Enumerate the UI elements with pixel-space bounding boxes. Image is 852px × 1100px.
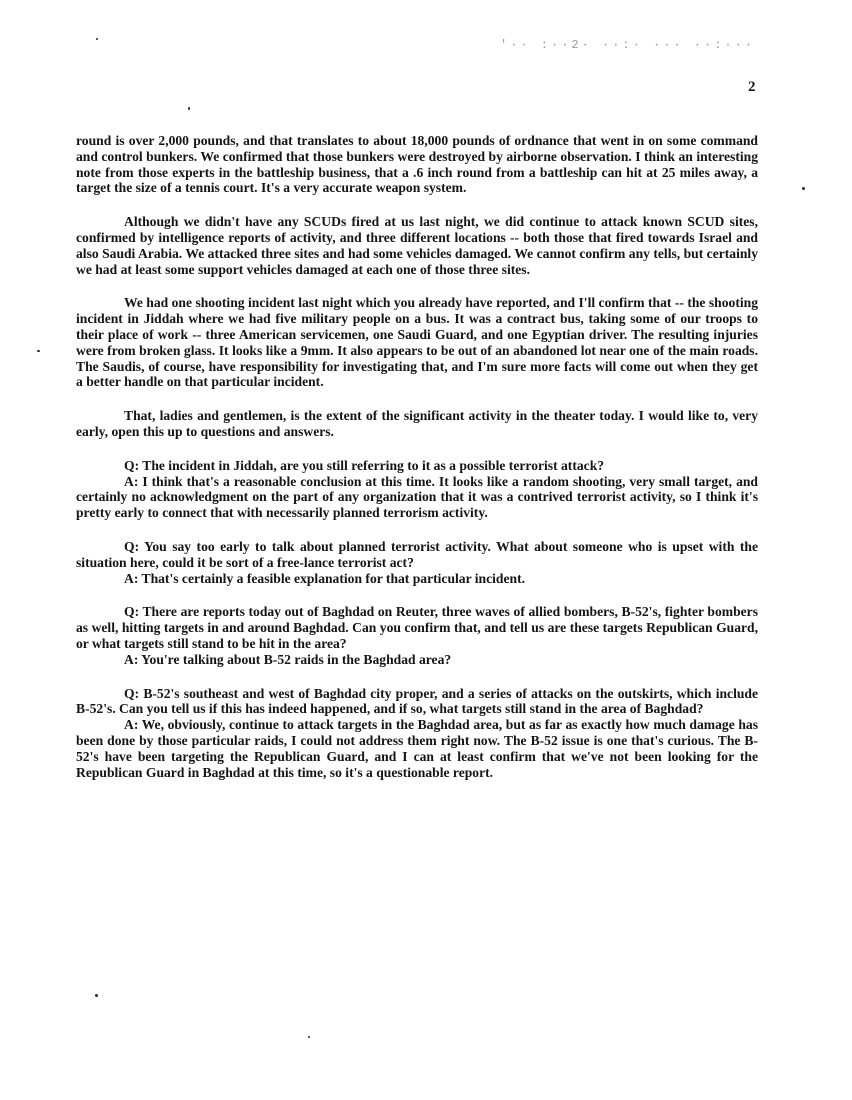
scan-speck <box>308 1036 310 1038</box>
scan-speck <box>95 994 98 997</box>
fax-transmission-header: '·· :··2· ··:· ··· ··:··· <box>500 38 756 52</box>
qa-block-baghdad-reports <box>76 604 758 667</box>
page-number: 2 <box>748 79 756 95</box>
question: Q: B-52's southeast and west of Baghdad city proper, and a series of attacks on the outskirts, which include B-52's. Can you tell us if this has indeed happened, and if so, what targets still stand in the area of Baghdad? <box>76 685 758 717</box>
paragraph-battleship: round is over 2,000 pounds, and that translates to about 18,000 pounds of ordnance that went in on some command and control bunkers. We confirmed that those bunkers were destroyed by airborne observation. I think an interesting note from those experts in the battleship business, that a .6 inch round from a battleship can hit at 25 miles away, a target the size of a tennis court. It's a very accurate weapon system. <box>76 133 758 196</box>
question: Q: The incident in Jiddah, are you still referring to it as a possible terrorist attack? <box>124 457 605 473</box>
scan-speck <box>37 350 40 352</box>
answer: A: I think that's a reasonable conclusion at this time. It looks like a random shooting, very small target, and certainly no acknowledgment on the part of any organization that it was a contrived terrorist activity, so I think it's pretty early to connect that with necessarily planned terrorism activity. <box>76 473 758 521</box>
paragraph-scud-sites: Although we didn't have any SCUDs fired at us last night, we did continue to attack known SCUD sites, confirmed by intelligence reports of activity, and three different locations -- both those that fired towards Israel and also Saudi Arabia. We attacked three sites and had some vehicles damaged. We cannot confirm any tells, but certainly we had at least some support vehicles damaged at each one of those three sites. <box>76 214 758 277</box>
answer: A: That's certainly a feasible explanation for that particular incident. <box>124 570 526 586</box>
scan-speck <box>188 107 190 110</box>
qa-block-freelance <box>76 539 758 586</box>
paragraph-shooting-incident: We had one shooting incident last night which you already have reported, and I'll confirm that -- the shooting incident in Jiddah where we had five military people on a bus. It was a contract bus, taking some of our troops to their place of work -- three American servicemen, one Saudi Guard, and one Egyptian driver. The resulting injuries were from broken glass. It looks like a 9mm. It also appears to be out of an abandoned lot near one of the main roads. The Saudis, of course, have responsibility for investigating that, and I'm sure more facts will come out when they get a better handle on that particular incident. <box>76 295 758 390</box>
answer: A: We, obviously, continue to attack targets in the Baghdad area, but as far as exactly how much damage has been done by those particular raids, I could not address them right now. The B-52 issue is one that's curious. The B-52's have been targeting the Republican Guard, and I can at least confirm that we've not been looking for the Republican Guard in Baghdad at this time, so it's a questionable report. <box>76 717 758 780</box>
document-body <box>76 133 758 798</box>
scan-speck <box>802 187 805 190</box>
question: Q: You say too early to talk about planned terrorist activity. What about someone who is upset with the situation here, could it be sort of a free-lance terrorist act? <box>76 538 758 570</box>
scan-speck <box>96 38 98 40</box>
answer: A: You're talking about B-52 raids in the Baghdad area? <box>124 651 452 667</box>
question: Q: There are reports today out of Baghdad on Reuter, three waves of allied bombers, B-52's, fighter bombers as well, hitting targets in and around Baghdad. Can you confirm that, and tell us are these targets Republican Guard, or what targets still stand to be hit in the area? <box>76 604 758 651</box>
paragraph-open-questions: That, ladies and gentlemen, is the extent of the significant activity in the theater today. I would like to, very early, open this up to questions and answers. <box>76 408 758 439</box>
qa-block-b52-raids <box>76 686 758 781</box>
qa-block-jiddah <box>76 458 758 521</box>
